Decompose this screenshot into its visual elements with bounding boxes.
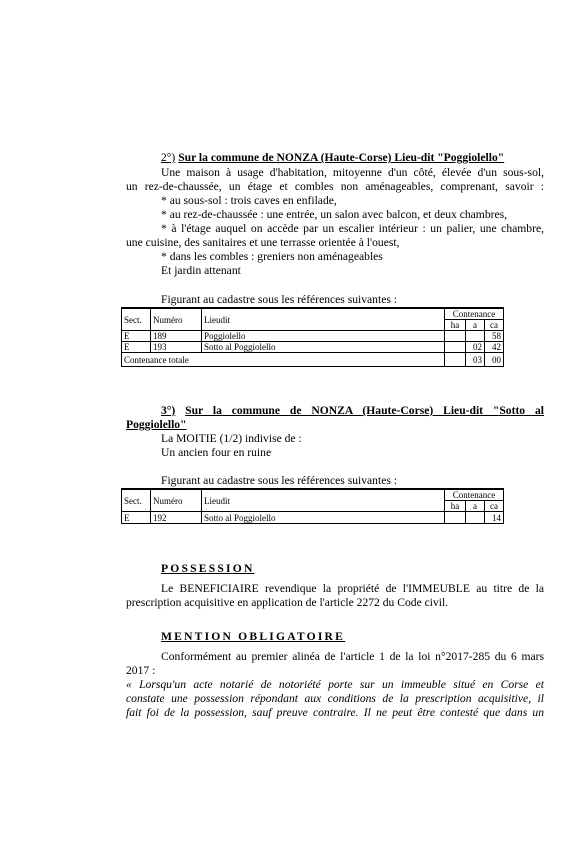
section2-line: * au sous-sol : trois caves en enfilade, — [161, 194, 337, 207]
col-lieudit: Lieudit — [202, 308, 445, 331]
section3-title-line1: Sur la commune de NONZA (Haute-Corse) Lieu-dit "Sotto al — [185, 404, 544, 417]
cell-ca: 42 — [485, 342, 504, 353]
cell-sect: E — [122, 342, 151, 353]
section3-number: 3°) — [161, 404, 176, 417]
section2-line: Une maison à usage d'habitation, mitoyenne d'un côté, élevée d'un sous-sol, — [161, 166, 544, 179]
col-sect: Sect. — [122, 489, 151, 512]
cell-lieudit: Sotto al Poggiolello — [202, 512, 445, 524]
mention-line: 2017 : — [126, 664, 156, 677]
section2-figurant: Figurant au cadastre sous les références suivantes : — [161, 293, 397, 306]
col-ha: ha — [445, 501, 466, 512]
section3-figurant: Figurant au cadastre sous les références suivantes : — [161, 474, 397, 487]
section2-line: * dans les combles : greniers non aménageables — [161, 250, 383, 263]
cell-a — [466, 512, 485, 524]
cell-lieudit: Sotto al Poggiolello — [202, 342, 445, 353]
cell-ca: 58 — [485, 331, 504, 342]
mention-line: Conformément au premier alinéa de l'article 1 de la loi n°2017-285 du 6 mars — [161, 650, 544, 663]
section2-heading — [161, 151, 504, 165]
section3-line: Un ancien four en ruine — [161, 446, 272, 459]
table-row — [122, 331, 504, 342]
cell-ha — [445, 512, 466, 524]
col-a: a — [466, 501, 485, 512]
cell-ha — [445, 353, 466, 367]
cell-ha — [445, 331, 466, 342]
col-ha: ha — [445, 320, 466, 331]
col-ca: ca — [485, 320, 504, 331]
cell-ha — [445, 342, 466, 353]
cell-numero: 192 — [151, 512, 202, 524]
cell-a: 02 — [466, 342, 485, 353]
section2-title: Sur la commune de NONZA (Haute-Corse) Lieu-dit "Poggiolello" — [178, 151, 505, 164]
col-a: a — [466, 320, 485, 331]
section2-number: 2°) — [161, 151, 176, 164]
col-numero: Numéro — [151, 489, 202, 512]
cell-sect: E — [122, 512, 151, 524]
cadastre-table-2 — [121, 488, 504, 524]
section3-line: La MOITIE (1/2) indivise de : — [161, 432, 302, 445]
cell-a: 03 — [466, 353, 485, 367]
section3-heading — [161, 404, 544, 418]
mention-quote-line: fait foi de la possession, sauf preuve contraire. Il ne peut être contesté que dans un — [126, 706, 544, 719]
cell-ca: 00 — [485, 353, 504, 367]
cell-numero: 189 — [151, 331, 202, 342]
table-row — [122, 512, 504, 524]
col-sect: Sect. — [122, 308, 151, 331]
col-lieudit: Lieudit — [202, 489, 445, 512]
col-ca: ca — [485, 501, 504, 512]
section2-line: * au rez-de-chaussée : une entrée, un salon avec balcon, et deux chambres, — [161, 208, 508, 221]
section2-line: * à l'étage auquel on accède par un escalier intérieur : un palier, une chambre, — [161, 222, 544, 235]
possession-heading: POSSESSION — [161, 562, 255, 575]
col-contenance: Contenance — [445, 489, 504, 501]
possession-line: Le BENEFICIAIRE revendique la propriété de l'IMMEUBLE au titre de la — [161, 582, 544, 595]
section2-line: Et jardin attenant — [161, 264, 241, 277]
mention-quote-line: « Lorsqu'un acte notarié de notoriété porte sur un immeuble situé en Corse et — [126, 678, 544, 691]
cell-lieudit: Poggiolello — [202, 331, 445, 342]
table-total-row — [122, 353, 504, 367]
cadastre-table-1 — [121, 307, 504, 367]
cell-ca: 14 — [485, 512, 504, 524]
cell-total-label: Contenance totale — [122, 353, 445, 367]
cell-numero: 193 — [151, 342, 202, 353]
mention-heading: MENTION OBLIGATOIRE — [161, 630, 346, 643]
mention-quote-line: constate une possession répondant aux conditions de la prescription acquisitive, il — [126, 692, 544, 705]
col-numero: Numéro — [151, 308, 202, 331]
cell-a — [466, 331, 485, 342]
section3-title-line2: Poggiolello" — [126, 418, 187, 431]
table-row — [122, 342, 504, 353]
cell-sect: E — [122, 331, 151, 342]
col-contenance: Contenance — [445, 308, 504, 320]
section2-line: un rez-de-chaussée, un étage et combles non aménageables, comprenant, savoir : — [126, 180, 544, 193]
possession-line: prescription acquisitive en application de l'article 2272 du Code civil. — [126, 596, 449, 609]
section2-line: une cuisine, des sanitaires et une terrasse orientée à l'ouest, — [126, 236, 400, 249]
